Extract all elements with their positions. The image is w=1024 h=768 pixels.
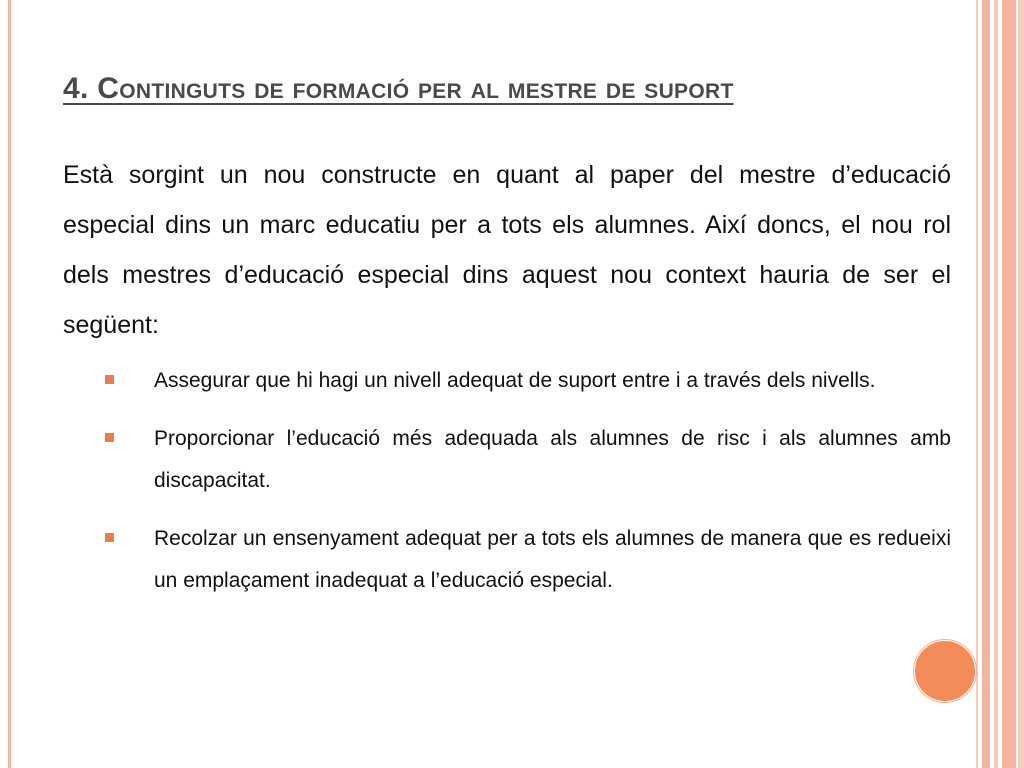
stripe <box>982 0 990 768</box>
slide-body <box>63 150 951 618</box>
bullet-text: Assegurar que hi hagi un nivell adequat de suport entre i a través dels nivells. <box>154 369 876 392</box>
stripe <box>1018 0 1024 768</box>
bullet-text: Recolzar un ensenyament adequat per a tots els alumnes de manera que es redueixi un emplaçament inadequat a l’educació especial. <box>154 527 951 592</box>
bullet-list <box>63 360 951 602</box>
bullet-text: Proporcionar l’educació més adequada als alumnes de risc i als alumnes amb discapacitat. <box>154 427 951 492</box>
square-bullet-icon <box>105 375 114 384</box>
stripe <box>1002 0 1016 768</box>
decorative-stripes <box>976 0 1024 768</box>
bullet-item <box>63 360 951 402</box>
square-bullet-icon <box>105 533 114 542</box>
slide-title: 4. Continguts de formació per al mestre de suport <box>63 72 734 105</box>
bullet-item <box>63 518 951 602</box>
intro-paragraph: Està sorgint un nou constructe en quant al paper del mestre d’educació especial dins un marc educatiu per a tots els alumnes. Així doncs, el nou rol dels mestres d’educació especial dins aquest nou context hauria de ser el següent: <box>63 161 951 339</box>
stripe <box>994 0 998 768</box>
decorative-circle <box>914 640 976 702</box>
stripe <box>976 0 978 768</box>
square-bullet-icon <box>105 433 114 442</box>
left-border-line <box>8 0 11 768</box>
bullet-item <box>63 418 951 502</box>
